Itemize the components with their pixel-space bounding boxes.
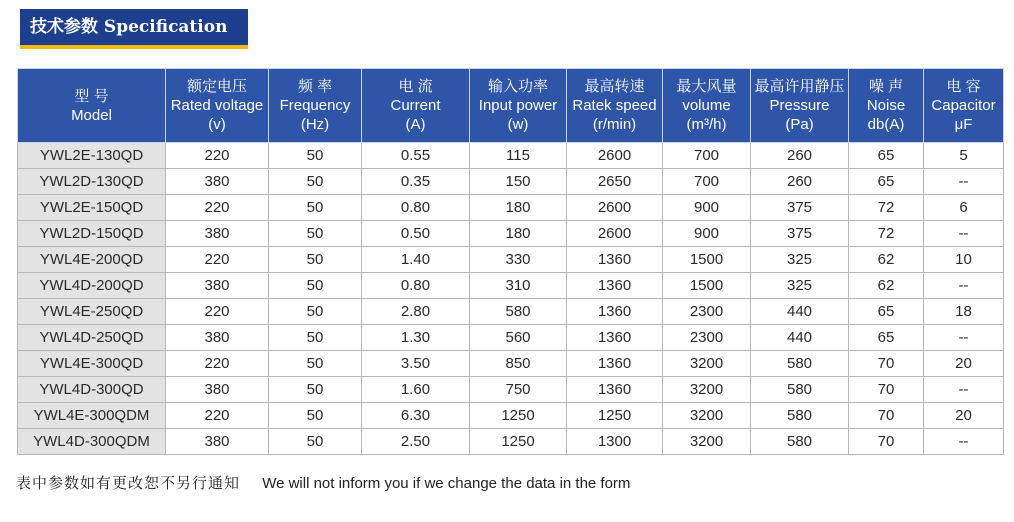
column-header-zh: 输入功率 xyxy=(487,78,548,95)
table-cell: 115 xyxy=(470,143,567,169)
column-header-zh: 额定电压 xyxy=(186,78,247,95)
table-cell: 220 xyxy=(166,195,269,221)
table-row xyxy=(18,221,1004,247)
table-cell: 50 xyxy=(269,143,362,169)
table-header-row xyxy=(18,69,1004,143)
footnote-english: We will not inform you if we change the data in the form xyxy=(262,475,631,492)
table-cell: 1.40 xyxy=(362,247,470,273)
table-cell: 180 xyxy=(470,221,567,247)
column-header-zh: 最高转速 xyxy=(584,78,645,95)
table-cell: 2600 xyxy=(567,221,663,247)
table-cell: 70 xyxy=(849,403,924,429)
table-cell: 50 xyxy=(269,403,362,429)
column-header xyxy=(567,69,663,143)
table-cell: 1500 xyxy=(663,273,751,299)
table-cell: 260 xyxy=(751,143,849,169)
column-header-zh: 噪 声 xyxy=(868,78,904,95)
column-header xyxy=(362,69,470,143)
table-cell: 700 xyxy=(663,169,751,195)
column-header-unit: μF xyxy=(954,116,973,133)
column-header-zh: 电 流 xyxy=(398,78,433,95)
table-cell: 50 xyxy=(269,351,362,377)
specification-table xyxy=(17,68,1004,455)
column-header-zh: 最高许用静压 xyxy=(754,78,845,95)
table-cell: 50 xyxy=(269,429,362,455)
table-cell: 375 xyxy=(751,195,849,221)
table-cell: 3.50 xyxy=(362,351,470,377)
table-cell: 20 xyxy=(924,403,1004,429)
table-cell: 1300 xyxy=(567,429,663,455)
column-header-en: Input power xyxy=(478,97,558,114)
table-row xyxy=(18,299,1004,325)
table-cell: 1360 xyxy=(567,299,663,325)
table-cell: 1360 xyxy=(567,377,663,403)
table-cell: 5 xyxy=(924,143,1004,169)
column-header xyxy=(663,69,751,143)
column-header-en: Capacitor xyxy=(931,97,996,114)
model-cell: YWL4E-200QD xyxy=(18,247,166,273)
table-cell: 2300 xyxy=(663,325,751,351)
table-cell: 0.80 xyxy=(362,195,470,221)
table-cell: 3200 xyxy=(663,351,751,377)
table-cell: 180 xyxy=(470,195,567,221)
table-cell: 2.80 xyxy=(362,299,470,325)
table-cell: -- xyxy=(924,169,1004,195)
table-cell: 1360 xyxy=(567,247,663,273)
column-header-zh: 电 容 xyxy=(946,78,981,95)
table-cell: 220 xyxy=(166,143,269,169)
table-cell: 65 xyxy=(849,169,924,195)
table-cell: 375 xyxy=(751,221,849,247)
table-cell: 580 xyxy=(751,377,849,403)
table-cell: 62 xyxy=(849,273,924,299)
table-cell: 150 xyxy=(470,169,567,195)
model-cell: YWL4D-250QD xyxy=(18,325,166,351)
column-header-unit: (m³/h) xyxy=(686,116,727,133)
model-cell: YWL2D-150QD xyxy=(18,221,166,247)
column-header-en: Model xyxy=(71,106,112,124)
column-header-en: Frequency xyxy=(279,97,351,114)
column-header-zh: 最大风量 xyxy=(676,78,737,95)
table-body xyxy=(18,143,1004,455)
table-row xyxy=(18,377,1004,403)
table-cell: 440 xyxy=(751,325,849,351)
table-cell: 2600 xyxy=(567,195,663,221)
table-cell: 50 xyxy=(269,195,362,221)
table-cell: 1500 xyxy=(663,247,751,273)
table-cell: 380 xyxy=(166,221,269,247)
table-cell: 65 xyxy=(849,325,924,351)
table-cell: 380 xyxy=(166,169,269,195)
column-header-zh: 频 率 xyxy=(297,78,333,95)
table-cell: -- xyxy=(924,429,1004,455)
column-header xyxy=(751,69,849,143)
table-cell: 580 xyxy=(751,403,849,429)
section-title: 技术参数 Specification xyxy=(30,17,228,37)
table-cell: 70 xyxy=(849,429,924,455)
table-cell: 750 xyxy=(470,377,567,403)
table-cell: 220 xyxy=(166,351,269,377)
table-cell: 72 xyxy=(849,195,924,221)
table-cell: 3200 xyxy=(663,429,751,455)
table-cell: 330 xyxy=(470,247,567,273)
table-cell: 2600 xyxy=(567,143,663,169)
table-cell: 580 xyxy=(751,351,849,377)
column-header-unit: (A) xyxy=(405,116,426,133)
table-row xyxy=(18,195,1004,221)
table-row xyxy=(18,143,1004,169)
column-header-unit: db(A) xyxy=(867,116,905,133)
table-cell: 440 xyxy=(751,299,849,325)
column-header-unit: (Hz) xyxy=(300,116,330,133)
model-cell: YWL4E-250QD xyxy=(18,299,166,325)
table-cell: 6.30 xyxy=(362,403,470,429)
table-cell: 325 xyxy=(751,247,849,273)
table-cell: 50 xyxy=(269,247,362,273)
title-underline xyxy=(20,45,248,49)
table-row xyxy=(18,325,1004,351)
column-header-en: Noise xyxy=(866,97,906,114)
table-cell: 1360 xyxy=(567,351,663,377)
table-cell: 220 xyxy=(166,247,269,273)
column-header xyxy=(269,69,362,143)
table-cell: 2.50 xyxy=(362,429,470,455)
table-cell: 0.50 xyxy=(362,221,470,247)
table-cell: 900 xyxy=(663,221,751,247)
column-header-unit: (v) xyxy=(208,116,226,133)
table-cell: 62 xyxy=(849,247,924,273)
table-cell: -- xyxy=(924,221,1004,247)
table-cell: 380 xyxy=(166,273,269,299)
model-cell: YWL4D-300QD xyxy=(18,377,166,403)
model-cell: YWL4E-300QDM xyxy=(18,403,166,429)
column-header-unit: (Pa) xyxy=(785,116,814,133)
model-cell: YWL2E-150QD xyxy=(18,195,166,221)
table-row xyxy=(18,247,1004,273)
table-cell: 50 xyxy=(269,273,362,299)
table-cell: 850 xyxy=(470,351,567,377)
model-cell: YWL2E-130QD xyxy=(18,143,166,169)
column-header-en: Pressure xyxy=(769,97,830,114)
section-title-banner xyxy=(20,9,248,49)
table-cell: 3200 xyxy=(663,377,751,403)
footnote-chinese: 表中参数如有更改恕不另行通知 xyxy=(16,475,241,492)
table-cell: 6 xyxy=(924,195,1004,221)
table-cell: 18 xyxy=(924,299,1004,325)
table-cell: 2300 xyxy=(663,299,751,325)
table-cell: 1.60 xyxy=(362,377,470,403)
table-cell: 50 xyxy=(269,377,362,403)
model-cell: YWL2D-130QD xyxy=(18,169,166,195)
table-cell: 700 xyxy=(663,143,751,169)
model-cell: YWL4D-200QD xyxy=(18,273,166,299)
table-cell: 310 xyxy=(470,273,567,299)
table-cell: 70 xyxy=(849,351,924,377)
table-cell: 50 xyxy=(269,221,362,247)
table-cell: 65 xyxy=(849,299,924,325)
table-cell: 72 xyxy=(849,221,924,247)
table-cell: 580 xyxy=(470,299,567,325)
column-header-en: volume xyxy=(682,97,731,114)
table-cell: 20 xyxy=(924,351,1004,377)
table-row xyxy=(18,351,1004,377)
column-header-en: Ratek speed xyxy=(572,97,657,114)
table-cell: 380 xyxy=(166,429,269,455)
table-cell: 1.30 xyxy=(362,325,470,351)
table-cell: -- xyxy=(924,325,1004,351)
table-cell: 1360 xyxy=(567,325,663,351)
table-cell: 900 xyxy=(663,195,751,221)
table-cell: 10 xyxy=(924,247,1004,273)
table-cell: 1250 xyxy=(567,403,663,429)
column-header xyxy=(18,69,166,143)
table-cell: 3200 xyxy=(663,403,751,429)
model-cell: YWL4D-300QDM xyxy=(18,429,166,455)
model-cell: YWL4E-300QD xyxy=(18,351,166,377)
table-cell: 0.55 xyxy=(362,143,470,169)
table-cell: 1250 xyxy=(470,429,567,455)
column-header xyxy=(924,69,1004,143)
column-header-en: Rated voltage xyxy=(170,97,264,114)
column-header-zh: 型 号 xyxy=(74,87,109,105)
column-header xyxy=(470,69,567,143)
table-cell: 1250 xyxy=(470,403,567,429)
table-row xyxy=(18,403,1004,429)
table-cell: 0.80 xyxy=(362,273,470,299)
table-cell: 560 xyxy=(470,325,567,351)
column-header xyxy=(166,69,269,143)
table-cell: 380 xyxy=(166,377,269,403)
table-cell: -- xyxy=(924,377,1004,403)
table-row xyxy=(18,169,1004,195)
table-cell: 2650 xyxy=(567,169,663,195)
table-cell: 325 xyxy=(751,273,849,299)
table-cell: 0.35 xyxy=(362,169,470,195)
table-cell: 50 xyxy=(269,169,362,195)
column-header xyxy=(849,69,924,143)
table-cell: 1360 xyxy=(567,273,663,299)
table-row xyxy=(18,429,1004,455)
table-cell: 65 xyxy=(849,143,924,169)
table-cell: 380 xyxy=(166,325,269,351)
table-cell: 70 xyxy=(849,377,924,403)
table-cell: -- xyxy=(924,273,1004,299)
column-header-unit: (w) xyxy=(507,116,529,133)
table-cell: 50 xyxy=(269,325,362,351)
table-cell: 580 xyxy=(751,429,849,455)
footnote xyxy=(16,472,630,493)
table-cell: 220 xyxy=(166,299,269,325)
table-cell: 220 xyxy=(166,403,269,429)
table-cell: 260 xyxy=(751,169,849,195)
column-header-en: Current xyxy=(390,97,441,114)
column-header-unit: (r/min) xyxy=(592,116,637,133)
table-cell: 50 xyxy=(269,299,362,325)
table-row xyxy=(18,273,1004,299)
